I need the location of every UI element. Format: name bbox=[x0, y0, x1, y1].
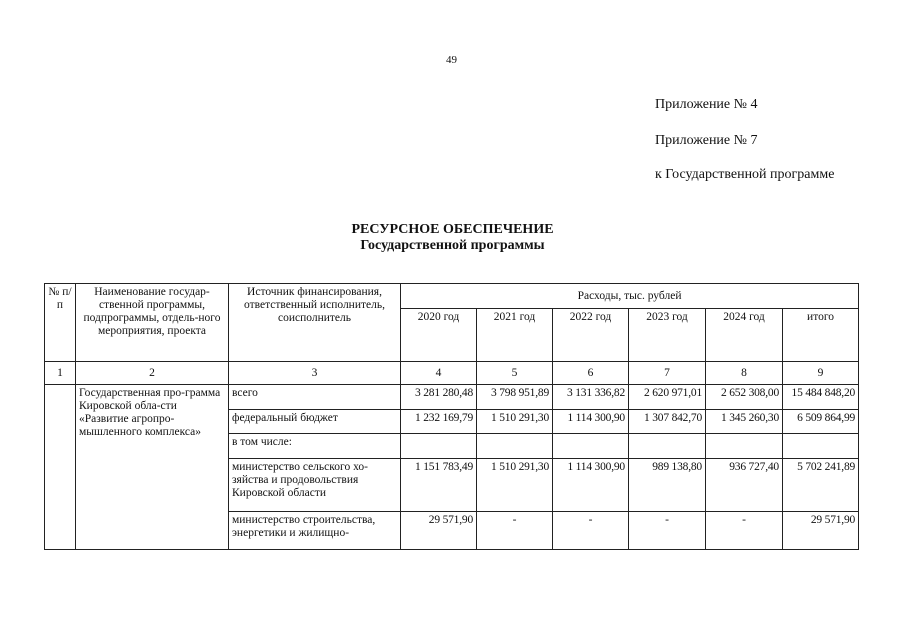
value-cell: 2 652 308,00 bbox=[706, 385, 783, 410]
value-cell: - bbox=[706, 512, 783, 550]
value-cell: 1 510 291,30 bbox=[477, 459, 553, 512]
appendix-line-1: Приложение № 4 bbox=[655, 97, 758, 112]
column-number-row bbox=[45, 362, 859, 385]
header-num: № п/п bbox=[45, 284, 76, 362]
program-name-cell: Государственная про-грамма Кировской обла-сти «Развитие агропро-мышленного комплекса» bbox=[76, 385, 229, 550]
row-number-cell bbox=[45, 385, 76, 550]
appendix-line-3: к Государственной программе bbox=[655, 167, 835, 182]
source-cell: в том числе: bbox=[229, 434, 401, 459]
value-cell: - bbox=[477, 512, 553, 550]
value-cell: 29 571,90 bbox=[401, 512, 477, 550]
table-row bbox=[45, 385, 859, 410]
column-number: 9 bbox=[783, 362, 859, 385]
value-cell: 3 281 280,48 bbox=[401, 385, 477, 410]
value-cell: - bbox=[629, 512, 706, 550]
value-cell: - bbox=[553, 512, 629, 550]
value-cell: 989 138,80 bbox=[629, 459, 706, 512]
header-year-2023: 2023 год bbox=[629, 309, 706, 362]
column-number: 7 bbox=[629, 362, 706, 385]
header-row bbox=[45, 284, 859, 309]
value-cell: 1 345 260,30 bbox=[706, 410, 783, 434]
value-cell: 1 114 300,90 bbox=[553, 459, 629, 512]
value-cell: 1 307 842,70 bbox=[629, 410, 706, 434]
value-cell: 29 571,90 bbox=[783, 512, 859, 550]
column-number: 1 bbox=[45, 362, 76, 385]
value-cell: 15 484 848,20 bbox=[783, 385, 859, 410]
column-number: 3 bbox=[229, 362, 401, 385]
value-cell: 1 114 300,90 bbox=[553, 410, 629, 434]
header-year-2024: 2024 год bbox=[706, 309, 783, 362]
resource-table bbox=[44, 283, 859, 550]
value-cell: 2 620 971,01 bbox=[629, 385, 706, 410]
value-cell: 5 702 241,89 bbox=[783, 459, 859, 512]
value-cell: 3 798 951,89 bbox=[477, 385, 553, 410]
column-number: 4 bbox=[401, 362, 477, 385]
source-cell: министерство строительства, энергетики и жилищно- bbox=[229, 512, 401, 550]
page-number: 49 bbox=[446, 54, 457, 66]
column-number: 2 bbox=[76, 362, 229, 385]
value-cell bbox=[477, 434, 553, 459]
page-bottom-margin bbox=[0, 572, 905, 640]
value-cell: 1 232 169,79 bbox=[401, 410, 477, 434]
header-year-2022: 2022 год bbox=[553, 309, 629, 362]
document-title: РЕСУРСНОЕ ОБЕСПЕЧЕНИЕ bbox=[351, 222, 554, 237]
column-number: 5 bbox=[477, 362, 553, 385]
value-cell bbox=[401, 434, 477, 459]
column-number: 6 bbox=[553, 362, 629, 385]
header-year-2020: 2020 год bbox=[401, 309, 477, 362]
header-expenses: Расходы, тыс. рублей bbox=[401, 284, 859, 309]
header-name: Наименование государ-ственной программы, подпрограммы, отдель-ного мероприятия, проекта bbox=[76, 284, 229, 362]
value-cell: 6 509 864,99 bbox=[783, 410, 859, 434]
header-year-2021: 2021 год bbox=[477, 309, 553, 362]
header-total: итого bbox=[783, 309, 859, 362]
value-cell bbox=[629, 434, 706, 459]
source-cell: министерство сельского хо-зяйства и продовольствия Кировской области bbox=[229, 459, 401, 512]
appendix-line-2: Приложение № 7 bbox=[655, 133, 758, 148]
value-cell: 1 510 291,30 bbox=[477, 410, 553, 434]
value-cell: 1 151 783,49 bbox=[401, 459, 477, 512]
column-number: 8 bbox=[706, 362, 783, 385]
header-source: Источник финансирования, ответственный исполнитель, соисполнитель bbox=[229, 284, 401, 362]
value-cell: 3 131 336,82 bbox=[553, 385, 629, 410]
value-cell bbox=[553, 434, 629, 459]
source-cell: всего bbox=[229, 385, 401, 410]
value-cell bbox=[706, 434, 783, 459]
document-subtitle: Государственной программы bbox=[360, 238, 545, 253]
source-cell: федеральный бюджет bbox=[229, 410, 401, 434]
value-cell: 936 727,40 bbox=[706, 459, 783, 512]
value-cell bbox=[783, 434, 859, 459]
